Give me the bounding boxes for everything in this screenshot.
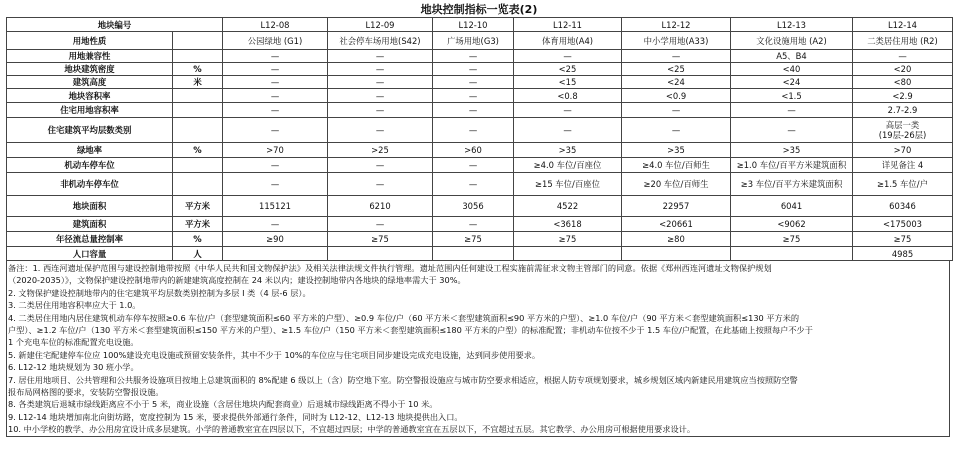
header-plot: L12-12 <box>622 18 731 32</box>
notes-block <box>6 261 950 437</box>
row-label: 住宅建筑平均层数类别 <box>7 118 173 143</box>
table-cell: — <box>433 50 514 63</box>
table-cell: ≥75 <box>514 232 622 247</box>
table-cell: — <box>514 103 622 118</box>
table-cell: — <box>433 103 514 118</box>
table-row <box>7 158 953 173</box>
table-cell: — <box>853 50 953 63</box>
note-line: 9. L12-14 地块增加南北向街坊路，宽度控制为 15 米，要求提供外部通行条件，同时为 L12-12、L12-13 地块提供出入口。 <box>8 411 463 422</box>
row-label: 绿地率 <box>7 143 173 158</box>
table-cell: — <box>223 76 328 89</box>
table-cell: — <box>433 89 514 103</box>
table-cell: <40 <box>731 63 853 76</box>
table-cell: <20 <box>853 63 953 76</box>
table-cell: — <box>223 118 328 143</box>
table-cell: 4522 <box>514 196 622 217</box>
table-cell: — <box>223 50 328 63</box>
table-cell: ≥1.0 车位/百平方米建筑面积 <box>731 158 853 173</box>
table-cell: — <box>328 76 433 89</box>
row-label: 建筑高度 <box>7 76 173 89</box>
table-cell: — <box>433 158 514 173</box>
table-cell: ≥80 <box>622 232 731 247</box>
table-cell: 二类居住用地 (R2) <box>853 32 953 50</box>
header-plot: L12-14 <box>853 18 953 32</box>
table-cell: ≥3 车位/百平方米建筑面积 <box>731 173 853 196</box>
table-cell: — <box>433 118 514 143</box>
table-cell: — <box>514 118 622 143</box>
table-cell: ≥20 车位/百师生 <box>622 173 731 196</box>
table-cell: — <box>433 217 514 232</box>
table-cell <box>514 247 622 261</box>
table-cell: <24 <box>731 76 853 89</box>
note-line: 1 个充电车位的标准配置充电设施。 <box>8 337 139 348</box>
row-label: 建筑面积 <box>7 217 173 232</box>
control-index-table <box>6 17 953 261</box>
row-label: 地块面积 <box>7 196 173 217</box>
table-cell <box>328 247 433 261</box>
table-cell: <0.9 <box>622 89 731 103</box>
row-label: 地块建筑密度 <box>7 63 173 76</box>
table-cell: — <box>328 173 433 196</box>
row-label: 人口容量 <box>7 247 173 261</box>
table-row <box>7 173 953 196</box>
table-row <box>7 89 953 103</box>
page-title: 地块控制指标一览表(2) <box>420 3 538 16</box>
note-line: 户型）、≥1.2 车位/户（130 平方米＜套型建筑面积≤150 平方米的户型）、≥1.5 车位/户（150 平方米＜套型建筑面积≤180 平方米的户型）的标准配置；非机动车位按不少于 1.5 车位/户配置，在此基础上按照每户不少于 <box>8 325 813 336</box>
table-cell: 4985 <box>853 247 953 261</box>
control-index-sheet <box>6 2 952 437</box>
table-cell: 22957 <box>622 196 731 217</box>
header-plot: L12-13 <box>731 18 853 32</box>
row-label: 机动车停车位 <box>7 158 173 173</box>
row-unit <box>173 89 223 103</box>
table-cell: ≥1.5 车位/户 <box>853 173 953 196</box>
table-cell: <20661 <box>622 217 731 232</box>
table-cell: >60 <box>433 143 514 158</box>
note-line: 10. 中小学校的教学、办公用房宜设计成多层建筑。小学的普通教室宜在四层以下，不宜超过四层；中学的普通教室宜在五层以下，不宜超过五层。其它教学、办公用房可根据使用要求设计。 <box>8 424 696 435</box>
table-cell: 115121 <box>223 196 328 217</box>
table-cell: 体育用地(A4) <box>514 32 622 50</box>
table-cell: — <box>622 103 731 118</box>
table-cell: ≥75 <box>433 232 514 247</box>
header-plot: L12-10 <box>433 18 514 32</box>
table-cell: 公园绿地 (G1) <box>223 32 328 50</box>
row-unit <box>173 118 223 143</box>
row-unit: 米 <box>173 76 223 89</box>
table-cell: — <box>731 103 853 118</box>
row-unit <box>173 103 223 118</box>
table-cell: <80 <box>853 76 953 89</box>
table-cell: >25 <box>328 143 433 158</box>
table-cell: 3056 <box>433 196 514 217</box>
table-cell: <0.8 <box>514 89 622 103</box>
note-line: 备注：1. 西连河遗址保护范围与建设控制地带按照《中华人民共和国文物保护法》及相关法律法规文件执行管理。遗址范围内任何建设工程实施前需征求文物主管部门的同意。依据《郑州西连河遗址文物保护规划 <box>8 263 772 273</box>
row-unit: 平方米 <box>173 196 223 217</box>
row-unit <box>173 173 223 196</box>
table-cell: ≥75 <box>328 232 433 247</box>
row-unit <box>173 158 223 173</box>
table-cell <box>223 247 328 261</box>
table-cell: ≥4.0 车位/百座位 <box>514 158 622 173</box>
note-line: 3. 二类居住用地容积率应大于 1.0。 <box>8 300 141 311</box>
table-cell: ≥15 车位/百座位 <box>514 173 622 196</box>
table-row <box>7 118 953 143</box>
table-cell: — <box>328 63 433 76</box>
table-row <box>7 247 953 261</box>
table-cell: <24 <box>622 76 731 89</box>
table-cell: — <box>223 89 328 103</box>
table-cell: 2.7-2.9 <box>853 103 953 118</box>
row-unit: % <box>173 63 223 76</box>
table-cell: <25 <box>514 63 622 76</box>
table-cell: >35 <box>622 143 731 158</box>
table-cell: — <box>328 158 433 173</box>
row-label: 非机动车停车位 <box>7 173 173 196</box>
table-cell: 文化设施用地 (A2) <box>731 32 853 50</box>
table-cell: ≥75 <box>853 232 953 247</box>
table-cell: 高层一类 (19层-26层) <box>853 118 953 143</box>
table-cell: — <box>433 76 514 89</box>
table-cell: <25 <box>622 63 731 76</box>
table-cell: — <box>328 103 433 118</box>
table-cell: >35 <box>514 143 622 158</box>
table-cell: — <box>433 63 514 76</box>
table-cell: — <box>328 50 433 63</box>
header-plot: L12-11 <box>514 18 622 32</box>
table-cell: ≥75 <box>731 232 853 247</box>
table-cell <box>433 247 514 261</box>
note-line: 8. 各类建筑后退城市绿线距离应不小于 5 米，商业设施（含居住地块内配套商业）后退城市绿线距离不得小于 10 米。 <box>8 399 438 410</box>
note-line: 7. 居住用地项目、公共管理和公共服务设施项目按地上总建筑面积的 8%配建 6 级以上（含）防空地下室。防空警报设施应与城市防空要求相适应，根据人防专项规划要求，城乡规划区域内新建民用建筑应当按照防空警 <box>8 374 798 385</box>
table-cell: >35 <box>731 143 853 158</box>
table-cell: 6041 <box>731 196 853 217</box>
table-cell: — <box>328 118 433 143</box>
header-plot: L12-09 <box>328 18 433 32</box>
table-cell: — <box>514 50 622 63</box>
table-row <box>7 76 953 89</box>
row-label: 年径流总量控制率 <box>7 232 173 247</box>
note-line: 2. 文物保护建设控制地带内的住宅建筑平均层数类别控制为多层 I 类（4 层-6 层）。 <box>8 287 311 298</box>
header-label: 地块编号 <box>7 18 223 32</box>
table-cell: A5、B4 <box>731 50 853 63</box>
table-cell: — <box>223 217 328 232</box>
table-cell: <2.9 <box>853 89 953 103</box>
table-cell: 广场用地(G3) <box>433 32 514 50</box>
row-label: 地块容积率 <box>7 89 173 103</box>
table-cell: — <box>328 217 433 232</box>
table-cell: <3618 <box>514 217 622 232</box>
table-cell: 60346 <box>853 196 953 217</box>
table-cell <box>731 247 853 261</box>
table-row <box>7 217 953 232</box>
table-cell: <175003 <box>853 217 953 232</box>
table-cell: — <box>223 173 328 196</box>
row-unit: % <box>173 143 223 158</box>
table-cell: 中小学用地(A33) <box>622 32 731 50</box>
table-cell: ≥4.0 车位/百师生 <box>622 158 731 173</box>
table-row <box>7 196 953 217</box>
table-cell: — <box>223 103 328 118</box>
table-cell: — <box>328 89 433 103</box>
table-cell: <15 <box>514 76 622 89</box>
table-cell: — <box>223 158 328 173</box>
note-line: 4. 二类居住用地内居住建筑机动车停车按照≥0.6 车位/户（套型建筑面积≤60 平方米的户型）、≥0.9 车位/户（60 平方米＜套型建筑面积≤90 平方米的户型）、≥1.0 车位/户（90 平方米＜套型建筑面积≤130 平方米的 <box>8 312 800 323</box>
row-unit <box>173 32 223 50</box>
table-cell <box>622 247 731 261</box>
note-line: 5. 新建住宅配建停车位应 100%建设充电设施或预留安装条件，其中不少于 10%的车位应与住宅项目同步建设完成充电设施，达到同步使用要求。 <box>8 349 541 360</box>
table-cell: 社会停车场用地(S42) <box>328 32 433 50</box>
table-cell: >70 <box>223 143 328 158</box>
table-row <box>7 32 953 50</box>
row-unit: 平方米 <box>173 217 223 232</box>
table-cell: <9062 <box>731 217 853 232</box>
note-line: （2020-2035）》，文物保护建设控制地带内的新建建筑高度控制在 24 米以内；建设控制地带内各地块的绿地率需大于 30%。 <box>8 275 466 286</box>
note-line: 6. L12-12 地块规划为 30 班小学。 <box>8 362 139 373</box>
table-cell: — <box>622 118 731 143</box>
table-cell: ≥90 <box>223 232 328 247</box>
table-cell: — <box>223 63 328 76</box>
row-unit: % <box>173 232 223 247</box>
table-row <box>7 232 953 247</box>
row-unit: 人 <box>173 247 223 261</box>
table-cell: — <box>433 173 514 196</box>
table-row <box>7 103 953 118</box>
table-cell: — <box>622 50 731 63</box>
table-cell: <1.5 <box>731 89 853 103</box>
table-cell: — <box>731 118 853 143</box>
row-label: 用地性质 <box>7 32 173 50</box>
row-label: 住宅用地容积率 <box>7 103 173 118</box>
table-cell: 6210 <box>328 196 433 217</box>
table-cell: 详见备注 4 <box>853 158 953 173</box>
header-plot: L12-08 <box>223 18 328 32</box>
row-unit <box>173 50 223 63</box>
table-row <box>7 143 953 158</box>
table-row <box>7 63 953 76</box>
table-row <box>7 50 953 63</box>
note-line: 报布局网格图的要求，安装防空警报设施。 <box>8 387 164 398</box>
row-label: 用地兼容性 <box>7 50 173 63</box>
header-row <box>7 18 953 32</box>
table-cell: >70 <box>853 143 953 158</box>
